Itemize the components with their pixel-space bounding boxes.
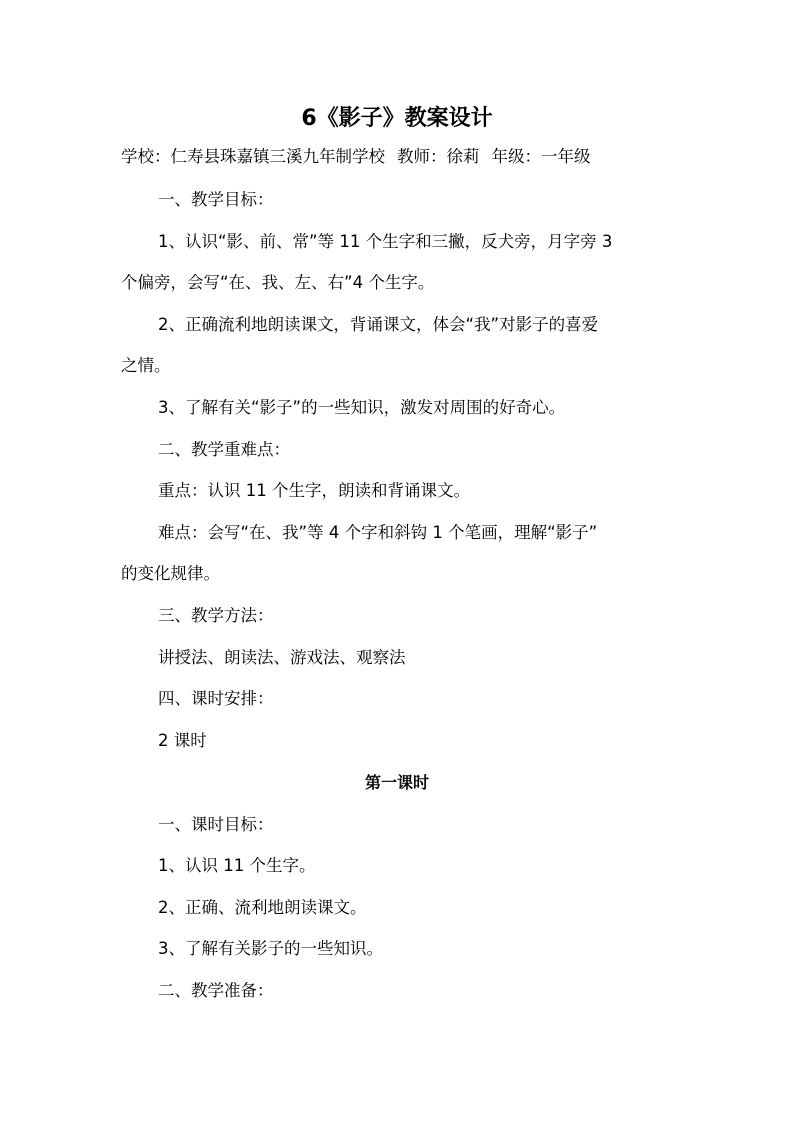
- goal1-line2: 个偏旁，会写“在、我、左、右”4 个生字。: [121, 273, 435, 292]
- lesson1-goal1: 1、认识 11 个生字。: [158, 856, 316, 875]
- section1-heading: 一、教学目标：: [158, 190, 274, 209]
- lesson1-goal2: 2、正确、流利地朗读课文。: [158, 898, 367, 917]
- key-point: 重点：认识 11 个生字，朗读和背诵课文。: [158, 481, 470, 500]
- lesson1-title: 第一课时: [364, 773, 429, 792]
- section3-heading: 三、教学方法：: [158, 606, 274, 625]
- section4-heading: 四、课时安排：: [158, 689, 274, 708]
- lesson1-prep-heading: 二、教学准备：: [158, 981, 274, 1000]
- lesson1-goals-heading: 一、课时目标：: [158, 815, 274, 834]
- info-line: [121, 146, 681, 168]
- document-title: 6《影子》教案设计: [301, 106, 493, 131]
- goal2-line1: 2、正确流利地朗读课文，背诵课文，体会“我”对影子的喜爱: [158, 315, 599, 334]
- goal3: 3、了解有关“影子”的一些知识，激发对周围的好奇心。: [158, 398, 566, 417]
- goal1-line1: 1、认识“影、前、常”等 11 个生字和三撇，反犬旁，月字旁 3: [158, 232, 613, 251]
- difficult-point-line2: 的变化规律。: [121, 564, 220, 583]
- lesson1-goal3: 3、了解有关影子的一些知识。: [158, 939, 383, 958]
- difficult-point-line1: 难点：会写“在、我”等 4 个字和斜钩 1 个笔画，理解“影子”: [158, 523, 598, 542]
- section2-heading: 二、教学重难点：: [158, 440, 290, 459]
- grade-label: 年级：一年级: [491, 147, 591, 166]
- goal2-line2: 之情。: [121, 356, 171, 375]
- teaching-methods: 讲授法、朗读法、游戏法、观察法: [158, 648, 406, 667]
- teacher-label: 教师：徐莉: [397, 147, 480, 166]
- class-hours: 2 课时: [158, 731, 207, 750]
- school-label: 学校：仁寿县珠嘉镇三溪九年制学校: [121, 147, 385, 166]
